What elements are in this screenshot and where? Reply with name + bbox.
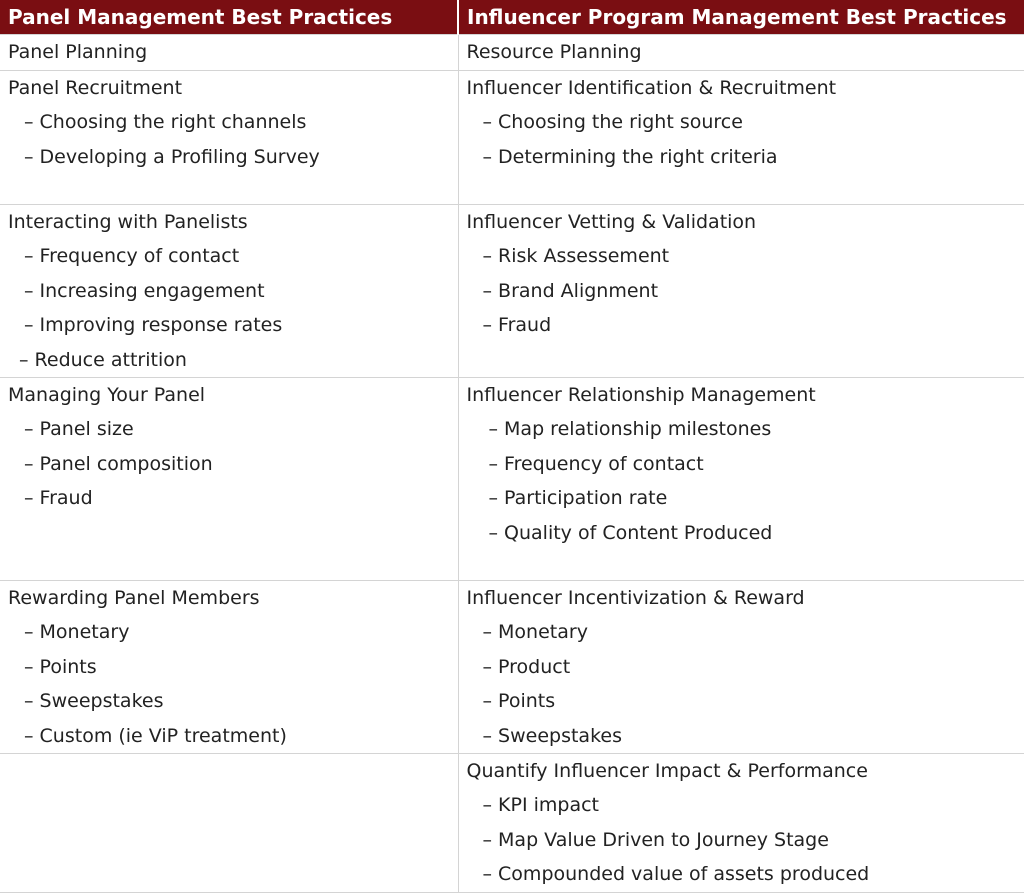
influencer-cell: [458, 754, 1024, 893]
panel-section-title: Rewarding Panel Members: [0, 581, 458, 615]
table-header-row: [0, 0, 1024, 35]
influencer-section-title: Resource Planning: [459, 35, 1024, 69]
panel-section-item: – Points: [0, 650, 458, 685]
table-row: [0, 378, 1024, 581]
influencer-section-title: Influencer Identification & Recruitment: [459, 71, 1024, 105]
panel-section-title: Interacting with Panelists: [0, 205, 458, 239]
table-row: [0, 35, 1024, 71]
influencer-section-item: – Participation rate: [459, 481, 1024, 516]
table-row: [0, 71, 1024, 205]
influencer-section-title: Influencer Relationship Management: [459, 378, 1024, 412]
influencer-section-item: – Points: [459, 684, 1024, 719]
influencer-section-title: Influencer Incentivization & Reward: [459, 581, 1024, 615]
influencer-cell: [458, 581, 1024, 754]
influencer-cell: [458, 378, 1024, 581]
panel-section-item: – Sweepstakes: [0, 684, 458, 719]
influencer-section-item: – Sweepstakes: [459, 719, 1024, 754]
panel-cell: [0, 71, 458, 205]
panel-section-title: Managing Your Panel: [0, 378, 458, 412]
table-row: [0, 205, 1024, 378]
influencer-section-item: – Monetary: [459, 615, 1024, 650]
influencer-section-title: Quantify Influencer Impact & Performance: [459, 754, 1024, 788]
influencer-cell: [458, 205, 1024, 378]
panel-section-item: – Panel size: [0, 412, 458, 447]
influencer-section-item: – Brand Alignment: [459, 274, 1024, 309]
influencer-section-item: – Compounded value of assets produced: [459, 857, 1024, 892]
influencer-section-item: – Frequency of contact: [459, 447, 1024, 482]
influencer-section-item: – Choosing the right source: [459, 105, 1024, 140]
panel-section-item: – Fraud: [0, 481, 458, 516]
panel-section-item: – Improving response rates: [0, 308, 458, 343]
panel-section-item: – Custom (ie ViP treatment): [0, 719, 458, 754]
panel-cell: [0, 378, 458, 581]
panel-section-title: Panel Planning: [0, 35, 458, 69]
table-row: [0, 581, 1024, 754]
panel-cell: [0, 205, 458, 378]
panel-section-item: – Monetary: [0, 615, 458, 650]
panel-cell-empty: [0, 754, 458, 893]
panel-section-item: – Reduce attrition: [0, 343, 458, 378]
table-row: [0, 754, 1024, 893]
influencer-section-item: – Determining the right criteria: [459, 140, 1024, 175]
header-influencer-program: Influencer Program Management Best Practices: [458, 0, 1024, 35]
panel-section-item: – Increasing engagement: [0, 274, 458, 309]
panel-cell: [0, 581, 458, 754]
panel-section-title: Panel Recruitment: [0, 71, 458, 105]
header-panel-management: Panel Management Best Practices: [0, 0, 458, 35]
influencer-section-item: – KPI impact: [459, 788, 1024, 823]
panel-section-item: – Panel composition: [0, 447, 458, 482]
influencer-section-item: – Fraud: [459, 308, 1024, 343]
panel-cell: [0, 35, 458, 71]
influencer-section-item: – Map Value Driven to Journey Stage: [459, 823, 1024, 858]
panel-section-item: – Developing a Profiling Survey: [0, 140, 458, 175]
influencer-section-item: – Product: [459, 650, 1024, 685]
panel-section-item: – Frequency of contact: [0, 239, 458, 274]
influencer-section-title: Influencer Vetting & Validation: [459, 205, 1024, 239]
panel-section-item: – Choosing the right channels: [0, 105, 458, 140]
influencer-section-item: – Risk Assessement: [459, 239, 1024, 274]
influencer-section-item: – Quality of Content Produced: [459, 516, 1024, 551]
influencer-cell: [458, 71, 1024, 205]
influencer-section-item: – Map relationship milestones: [459, 412, 1024, 447]
influencer-cell: [458, 35, 1024, 71]
